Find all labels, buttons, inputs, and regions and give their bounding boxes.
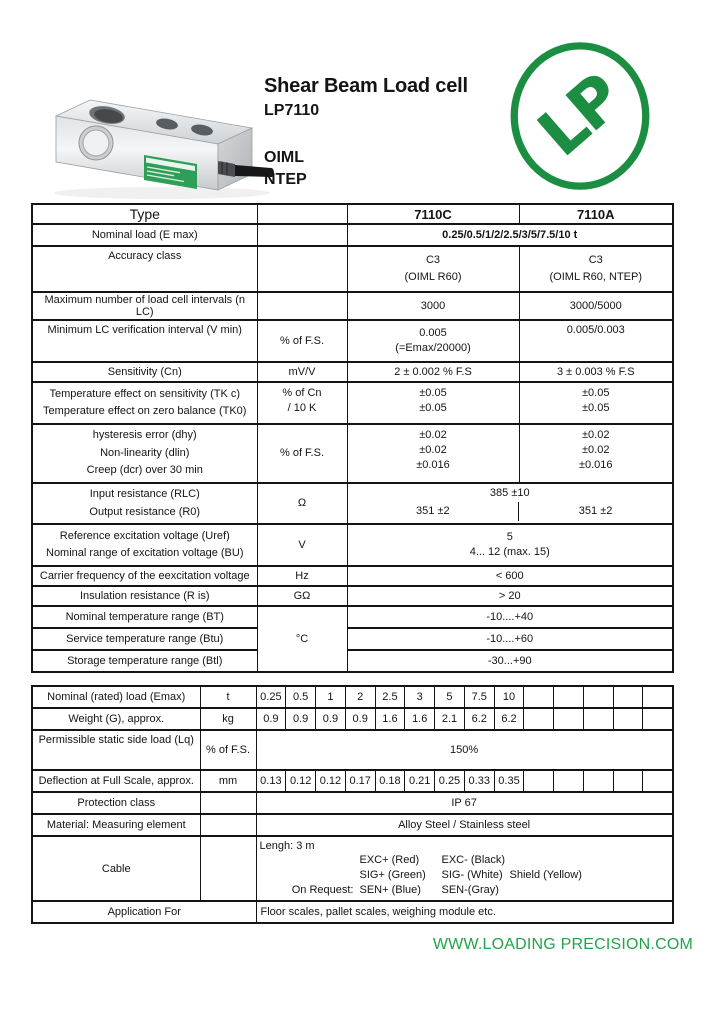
unit-cell (257, 204, 347, 224)
table-row-service-temperature (32, 628, 673, 650)
value-cell (347, 483, 673, 525)
value-cell (524, 770, 554, 792)
value-cell: 0.25 (256, 686, 286, 708)
row-label: Deflection at Full Scale, approx. (32, 770, 200, 792)
row-label: Permissible static side load (Lq) (32, 730, 200, 770)
shadow (54, 187, 270, 199)
logo-lp-monogram: LP (524, 60, 636, 172)
value-cell: 1 (316, 686, 346, 708)
cable-cell-text: EXC+ (Red) (359, 854, 420, 866)
table-row-rated-load (32, 686, 673, 708)
label-line: Nominal range of excitation voltage (BU) (46, 547, 244, 559)
value-cell (613, 686, 643, 708)
value-line: ±0.02 (582, 443, 610, 456)
unit-cell: kg (200, 708, 256, 730)
value-cell: 2.5 (375, 686, 405, 708)
row-label: Protection class (32, 792, 200, 814)
row-label: Nominal load (E max) (32, 224, 257, 246)
value-cell: 0.25/0.5/1/2/2.5/3/5/7.5/10 t (347, 224, 673, 246)
cable-cell-text: SEN-(Gray) (441, 884, 499, 896)
table-row-insulation (32, 586, 673, 606)
value-stack (522, 253, 671, 286)
value-line: ±0.02 (419, 428, 447, 441)
value-line: ±0.05 (582, 387, 610, 399)
value-cell: 0.9 (345, 708, 375, 730)
company-logo (506, 40, 654, 192)
value-cell: 0.35 (494, 770, 524, 792)
value-cell (583, 686, 613, 708)
value-cell: 0.21 (405, 770, 435, 792)
value-cell (347, 424, 519, 483)
table-row-material (32, 814, 673, 836)
cable-length: Lengh: 3 m (259, 840, 315, 852)
value-line: 5 (506, 530, 513, 543)
label-stack (35, 529, 255, 562)
value-cell: 0.17 (345, 770, 375, 792)
row-label (32, 424, 257, 483)
unit-cell (257, 246, 347, 292)
value-cell (524, 686, 554, 708)
model-number: LP7110 (264, 102, 320, 119)
row-label: Accuracy class (32, 246, 257, 292)
value-cell: 3000 (347, 292, 519, 320)
value-cell: 0.18 (375, 770, 405, 792)
unit-cell: °C (257, 606, 347, 672)
value-cell: 6.2 (494, 708, 524, 730)
label-line: Temperature effect on zero balance (TK0) (43, 405, 247, 417)
cable-cell-text: SEN+ (Blue) (359, 884, 421, 896)
certification-oiml: OIML (264, 149, 304, 166)
output-resistance-7110a: 351 ±2 (518, 502, 672, 521)
unit-cell: mV/V (257, 362, 347, 382)
website-link[interactable]: WWW.LOADING PRECISION.COM (432, 936, 693, 953)
value-cell: 0.12 (316, 770, 346, 792)
value-cell (643, 770, 673, 792)
value-cell: 0.13 (256, 770, 286, 792)
unit-cell: % of F.S. (200, 730, 256, 770)
value-line: ±0.02 (419, 443, 447, 456)
table-row-verification-interval (32, 320, 673, 362)
cable-cell-text: SIG- (White) (441, 869, 503, 881)
value-cell: 1.6 (405, 708, 435, 730)
value-line: ±0.05 (419, 387, 447, 399)
value-cell: 2 (345, 686, 375, 708)
value-cell: 0.005/0.003 (519, 320, 673, 362)
table-row-nominal-load (32, 224, 673, 246)
certifications (264, 147, 468, 191)
value-cell (347, 382, 519, 424)
header-titles (264, 74, 468, 191)
cable-cell-text (260, 853, 360, 868)
value-line: C3 (588, 253, 603, 266)
label-line: Input resistance (RLC) (89, 488, 200, 500)
label-line: Reference excitation voltage (Uref) (59, 529, 230, 542)
value-line: ±0.016 (578, 458, 613, 471)
value-cell: 0.25 (435, 770, 465, 792)
value-cell (347, 524, 673, 566)
table-row-nominal-temperature (32, 606, 673, 628)
label-line: Non-linearity (dlin) (100, 446, 190, 459)
value-cell: 2 ± 0.002 % F.S (347, 362, 519, 382)
value-line: ±0.05 (419, 402, 447, 414)
unit-line: % of Cn (282, 387, 322, 399)
input-resistance-value: 385 ±10 (489, 487, 530, 500)
value-stack (522, 428, 671, 473)
column-header-7110c: 7110C (347, 204, 519, 224)
table-row-accuracy (32, 246, 673, 292)
table-row-protection-class (32, 792, 673, 814)
value-cell: -30...+90 (347, 650, 673, 672)
row-label: Nominal temperature range (BT) (32, 606, 257, 628)
row-label: Maximum number of load cell intervals (n LC) (32, 292, 257, 320)
value-cell: 7.5 (464, 686, 494, 708)
value-cell: 3000/5000 (519, 292, 673, 320)
table-row-weight (32, 708, 673, 730)
value-line: C3 (425, 253, 441, 266)
unit-cell (200, 814, 256, 836)
table-row-excitation (32, 524, 673, 566)
value-stack (522, 386, 671, 416)
value-line: 0.005 (419, 327, 447, 339)
value-line: ±0.016 (416, 458, 450, 471)
cable-cell-text: SIG+ (Green) (359, 869, 426, 881)
value-cell: Floor scales, pallet scales, weighing module etc. (256, 901, 673, 923)
unit-cell: V (257, 524, 347, 566)
value-cell: 0.5 (286, 686, 316, 708)
value-cell: 10 (494, 686, 524, 708)
label-stack (35, 387, 255, 420)
value-line: 4... 12 (max. 15) (469, 545, 550, 558)
label-line: hysteresis error (dhy) (92, 429, 197, 441)
unit-stack (260, 386, 345, 416)
value-stack (350, 428, 517, 473)
column-header-7110a: 7110A (519, 204, 673, 224)
value-cell: 1.6 (375, 708, 405, 730)
output-resistance-7110c: 351 ±2 (416, 505, 450, 518)
table-row-type (32, 204, 673, 224)
value-line: (OIML R60) (404, 271, 462, 284)
unit-cell: GΩ (257, 586, 347, 606)
table-row-sensitivity (32, 362, 673, 382)
label-stack (35, 487, 255, 520)
table-row-deflection (32, 770, 673, 792)
product-photo (44, 76, 276, 201)
unit-cell: % of F.S. (257, 424, 347, 483)
value-line: (OIML R60, NTEP) (549, 271, 642, 284)
table-row-errors (32, 424, 673, 483)
table-row-cable (32, 836, 673, 901)
value-cell: 5 (435, 686, 465, 708)
value-cell: 0.9 (256, 708, 286, 730)
row-label: Nominal (rated) load (Emax) (32, 686, 200, 708)
certification-ntep: NTEP (264, 171, 307, 188)
value-cell: 6.2 (464, 708, 494, 730)
value-stack (350, 253, 517, 286)
cable-details-cell (256, 836, 673, 901)
row-label: Application For (32, 901, 256, 923)
value-cell (554, 686, 584, 708)
value-cell: 3 (405, 686, 435, 708)
table-row-side-load (32, 730, 673, 770)
row-label: Sensitivity (Cn) (32, 362, 257, 382)
row-label: Minimum LC verification interval (V min) (32, 320, 257, 362)
value-cell (643, 708, 673, 730)
value-cell: 0.33 (464, 770, 494, 792)
unit-cell: Hz (257, 566, 347, 586)
row-label (32, 382, 257, 424)
row-label: Storage temperature range (Btl) (32, 650, 257, 672)
row-label: Carrier frequency of the eexcitation voltage (32, 566, 257, 586)
label-line: Creep (dcr) over 30 min (86, 464, 203, 476)
table-row-application (32, 901, 673, 923)
value-stack (350, 326, 517, 356)
table-row-intervals (32, 292, 673, 320)
cable-cell-text: On Request: (291, 884, 354, 896)
label-stack (35, 428, 255, 478)
value-cell: 2.1 (435, 708, 465, 730)
value-cell: 0.12 (286, 770, 316, 792)
load-table (31, 685, 674, 924)
value-cell: 3 ± 0.003 % F.S (519, 362, 673, 382)
table-row-storage-temperature (32, 650, 673, 672)
unit-cell: Ω (257, 483, 347, 525)
page-title: Shear Beam Load cell (264, 75, 468, 97)
cable-cell-text: EXC- (Black) (441, 854, 506, 866)
label-line: Output resistance (R0) (89, 505, 201, 518)
value-cell (519, 382, 673, 424)
value-cell (613, 770, 643, 792)
value-cell (524, 708, 554, 730)
value-line: (=Emax/20000) (395, 342, 471, 354)
cable-wiring-grid (260, 853, 670, 898)
cable-cell-text (260, 868, 360, 883)
value-cell (613, 708, 643, 730)
cable-cell-text (510, 853, 670, 868)
value-cell: > 20 (347, 586, 673, 606)
value-cell: -10....+40 (347, 606, 673, 628)
unit-cell (257, 292, 347, 320)
value-cell (554, 770, 584, 792)
cable-cell-text (510, 883, 670, 898)
row-label: Cable (32, 836, 200, 901)
value-cell: Alloy Steel / Stainless steel (256, 814, 673, 836)
unit-cell (200, 836, 256, 901)
footer (433, 936, 693, 954)
unit-cell (257, 382, 347, 424)
value-line: ±0.05 (582, 402, 610, 414)
cable-cell-text: Shield (Yellow) (509, 869, 582, 881)
value-stack (350, 530, 671, 560)
value-cell: 150% (256, 730, 673, 770)
value-cell (347, 246, 519, 292)
unit-cell (200, 792, 256, 814)
value-cell (583, 770, 613, 792)
value-cell: 0.9 (316, 708, 346, 730)
value-line: ±0.02 (582, 428, 610, 441)
unit-cell: t (200, 686, 256, 708)
value-cell: < 600 (347, 566, 673, 586)
unit-line: / 10 K (287, 402, 317, 414)
spec-table (31, 203, 674, 673)
row-label: Type (32, 204, 257, 224)
value-cell: IP 67 (256, 792, 673, 814)
value-cell (554, 708, 584, 730)
value-cell (519, 246, 673, 292)
row-label: Weight (G), approx. (32, 708, 200, 730)
value-cell: -10....+60 (347, 628, 673, 650)
value-cell (643, 686, 673, 708)
unit-cell (257, 224, 347, 246)
unit-cell: % of F.S. (257, 320, 347, 362)
row-label: Insulation resistance (R is) (32, 586, 257, 606)
value-cell (347, 320, 519, 362)
table-row-carrier-frequency (32, 566, 673, 586)
row-label: Material: Measuring element (32, 814, 200, 836)
value-stack (350, 386, 517, 416)
value-cell (519, 424, 673, 483)
table-row-temperature-effect (32, 382, 673, 424)
value-cell: 0.9 (286, 708, 316, 730)
row-label (32, 483, 257, 525)
label-line: Temperature effect on sensitivity (TK c) (49, 387, 241, 400)
output-resistance-row (348, 502, 673, 521)
row-label: Service temperature range (Btu) (32, 628, 257, 650)
table-row-resistance (32, 483, 673, 525)
value-cell (583, 708, 613, 730)
row-label (32, 524, 257, 566)
unit-cell: mm (200, 770, 256, 792)
